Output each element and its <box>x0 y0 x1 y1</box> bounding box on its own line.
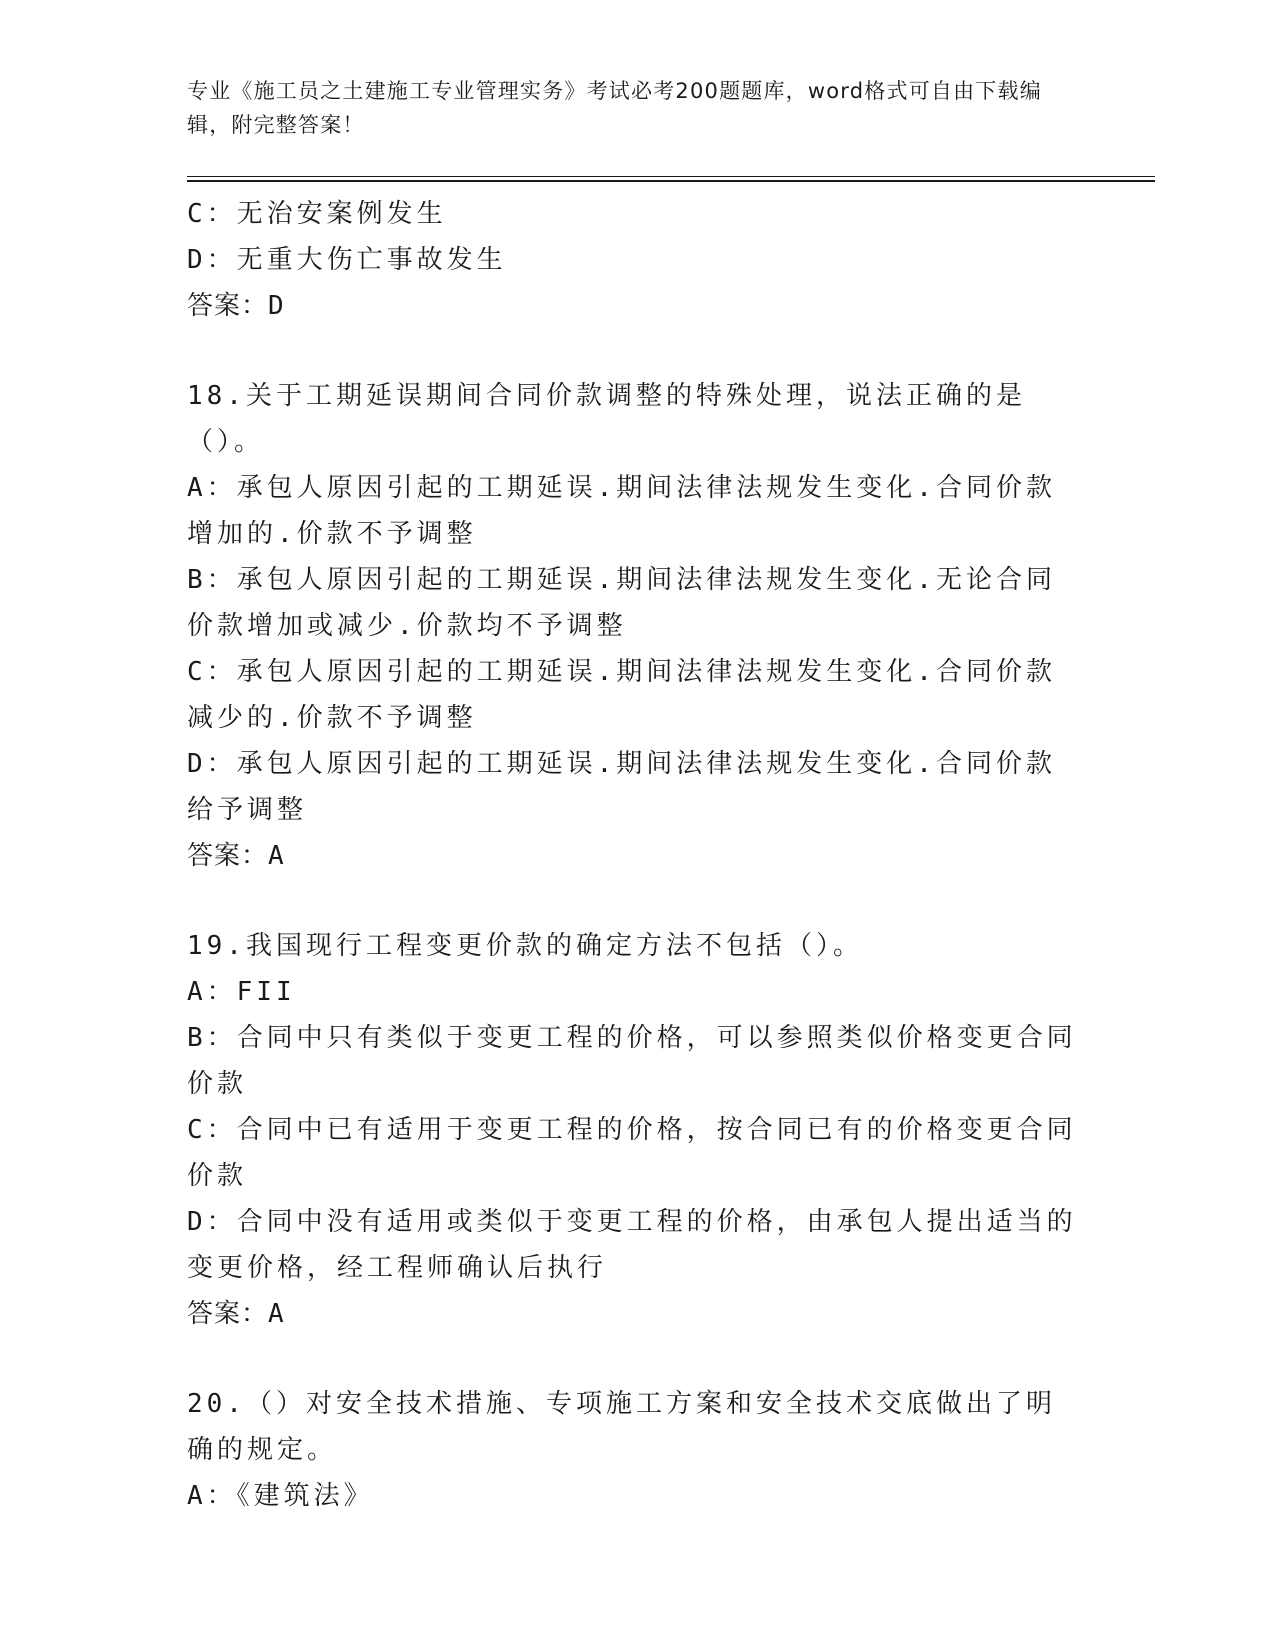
q19-option-a: A：FII <box>187 977 296 1007</box>
q18-answer <box>187 833 1077 879</box>
spacer <box>187 329 1077 373</box>
q18-question: 18.关于工期延误期间合同价款调整的特殊处理，说法正确的是（）。 <box>187 381 1026 457</box>
question-content <box>187 191 1077 1519</box>
q19-answer-value: A <box>268 1299 285 1329</box>
q18-answer-value: A <box>268 841 285 871</box>
page-header: 专业《施工员之土建施工专业管理实务》考试必考200题题库，word格式可自由下载编辑，附完整答案！ <box>187 79 1042 137</box>
spacer <box>187 1337 1077 1381</box>
q17-answer <box>187 283 1077 329</box>
q17-answer-value: D <box>268 291 285 321</box>
q18-answer-label: 答案： <box>187 841 269 871</box>
q19-option-b: B：合同中只有类似于变更工程的价格，可以参照类似价格变更合同价款 <box>187 1023 1077 1099</box>
question-17-block <box>187 191 1077 329</box>
question-20-block <box>187 1381 1077 1519</box>
question-19-block <box>187 923 1077 1337</box>
q19-answer-label: 答案： <box>187 1299 269 1329</box>
q19-option-c: C：合同中已有适用于变更工程的价格，按合同已有的价格变更合同价款 <box>187 1115 1077 1191</box>
q17-option-c: C：无治安案例发生 <box>187 199 447 229</box>
q19-answer <box>187 1291 1077 1337</box>
q20-question: 20.（）对安全技术措施、专项施工方案和安全技术交底做出了明确的规定。 <box>187 1389 1056 1465</box>
header-divider-thin <box>187 176 1155 177</box>
header-divider-thick <box>187 180 1155 182</box>
q18-option-b: B：承包人原因引起的工期延误.期间法律法规发生变化.无论合同价款增加或减少.价款均不予调整 <box>187 565 1056 641</box>
q19-question: 19.我国现行工程变更价款的确定方法不包括（）。 <box>187 931 863 961</box>
q20-option-a: A：《建筑法》 <box>187 1481 374 1511</box>
q19-option-d: D：合同中没有适用或类似于变更工程的价格，由承包人提出适当的变更价格，经工程师确认后执行 <box>187 1207 1077 1283</box>
q18-option-a: A：承包人原因引起的工期延误.期间法律法规发生变化.合同价款增加的.价款不予调整 <box>187 473 1056 549</box>
q18-option-d: D：承包人原因引起的工期延误.期间法律法规发生变化.合同价款给予调整 <box>187 749 1056 825</box>
q18-option-c: C：承包人原因引起的工期延误.期间法律法规发生变化.合同价款减少的.价款不予调整 <box>187 657 1056 733</box>
q17-option-d: D：无重大伤亡事故发生 <box>187 245 507 275</box>
question-18-block <box>187 373 1077 879</box>
q17-answer-label: 答案： <box>187 291 269 321</box>
spacer <box>187 879 1077 923</box>
